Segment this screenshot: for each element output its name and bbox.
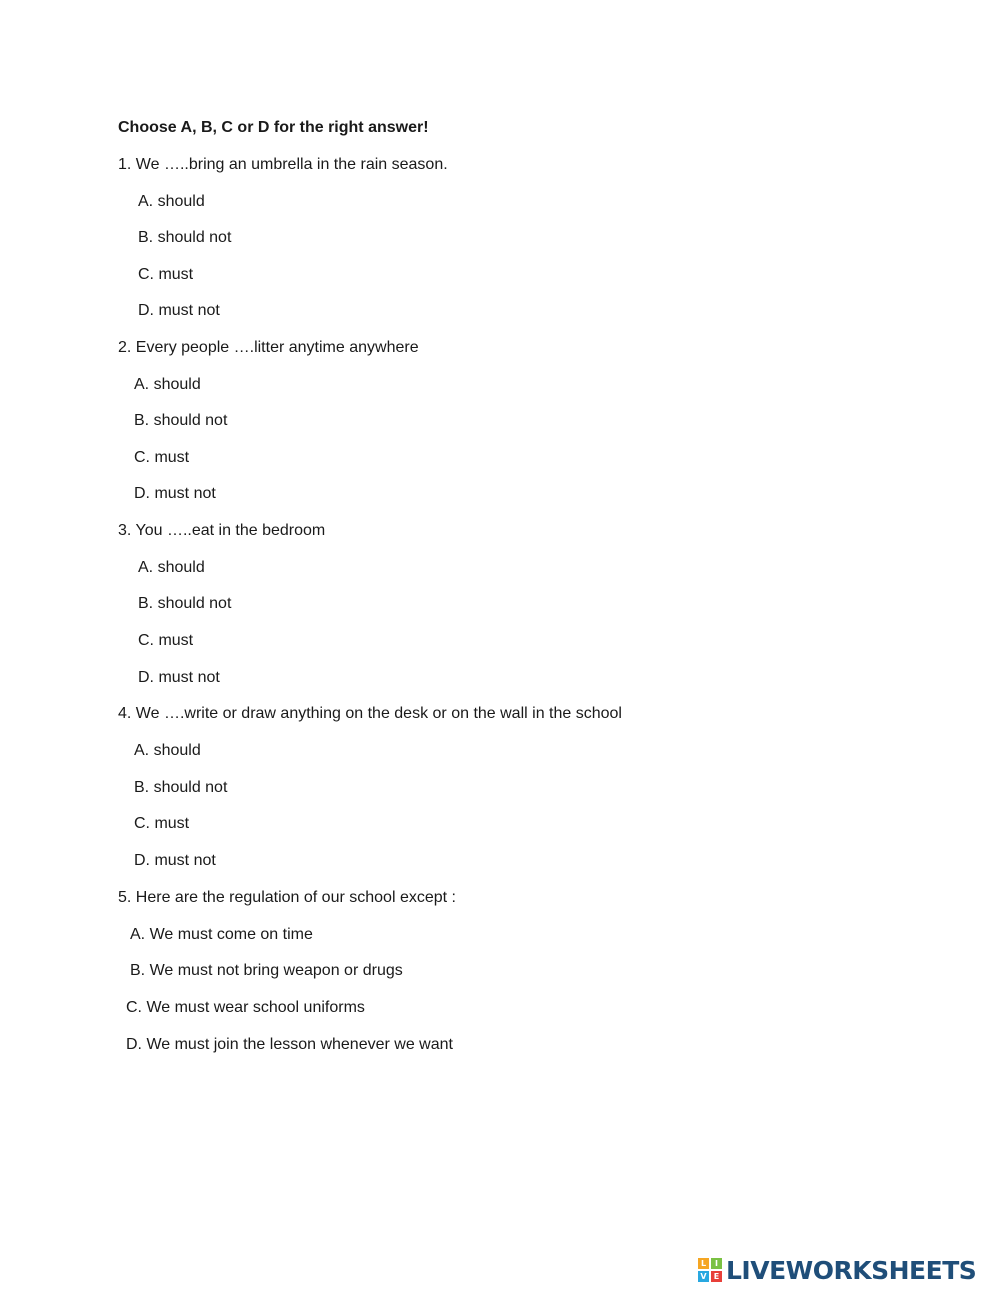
question-4-option-a[interactable]: A. should (134, 742, 201, 759)
question-1-option-a[interactable]: A. should (138, 193, 205, 210)
question-4-option-b[interactable]: B. should not (134, 779, 228, 796)
question-3-option-c[interactable]: C. must (138, 632, 194, 649)
logo-letter-i: I (711, 1258, 722, 1269)
question-1-option-b[interactable]: B. should not (138, 229, 232, 246)
question-1-option-d[interactable]: D. must not (138, 302, 220, 319)
question-5-option-d[interactable]: D. We must join the lesson whenever we want (126, 1036, 453, 1053)
logo-text: LIVEWORKSHEETS (726, 1255, 977, 1285)
question-2-option-a[interactable]: A. should (134, 376, 201, 393)
question-1-prompt: 1. We …..bring an umbrella in the rain season. (118, 156, 448, 173)
logo-letter-e: E (711, 1271, 722, 1282)
question-2-option-d[interactable]: D. must not (134, 485, 216, 502)
question-5-option-b[interactable]: B. We must not bring weapon or drugs (130, 962, 403, 979)
question-1-option-c[interactable]: C. must (138, 266, 194, 283)
question-4-option-d[interactable]: D. must not (134, 852, 216, 869)
question-4-prompt: 4. We ….write or draw anything on the desk or on the wall in the school (118, 705, 622, 722)
question-2-option-b[interactable]: B. should not (134, 412, 228, 429)
question-5-option-a[interactable]: A. We must come on time (130, 926, 313, 943)
question-3-option-a[interactable]: A. should (138, 559, 205, 576)
question-5-option-c[interactable]: C. We must wear school uniforms (126, 999, 365, 1016)
question-3-prompt: 3. You …..eat in the bedroom (118, 522, 326, 539)
instruction-heading: Choose A, B, C or D for the right answer! (118, 119, 429, 136)
logo-letter-v: V (698, 1271, 709, 1282)
question-5-prompt: 5. Here are the regulation of our school except : (118, 889, 456, 906)
question-2-prompt: 2. Every people ….litter anytime anywhere (118, 339, 419, 356)
liveworksheets-logo (698, 1256, 976, 1284)
question-4-option-c[interactable]: C. must (134, 815, 190, 832)
logo-mark-icon (698, 1258, 722, 1282)
logo-letter-l: L (698, 1258, 709, 1269)
question-2-option-c[interactable]: C. must (134, 449, 190, 466)
question-3-option-d[interactable]: D. must not (138, 669, 220, 686)
question-3-option-b[interactable]: B. should not (138, 595, 232, 612)
